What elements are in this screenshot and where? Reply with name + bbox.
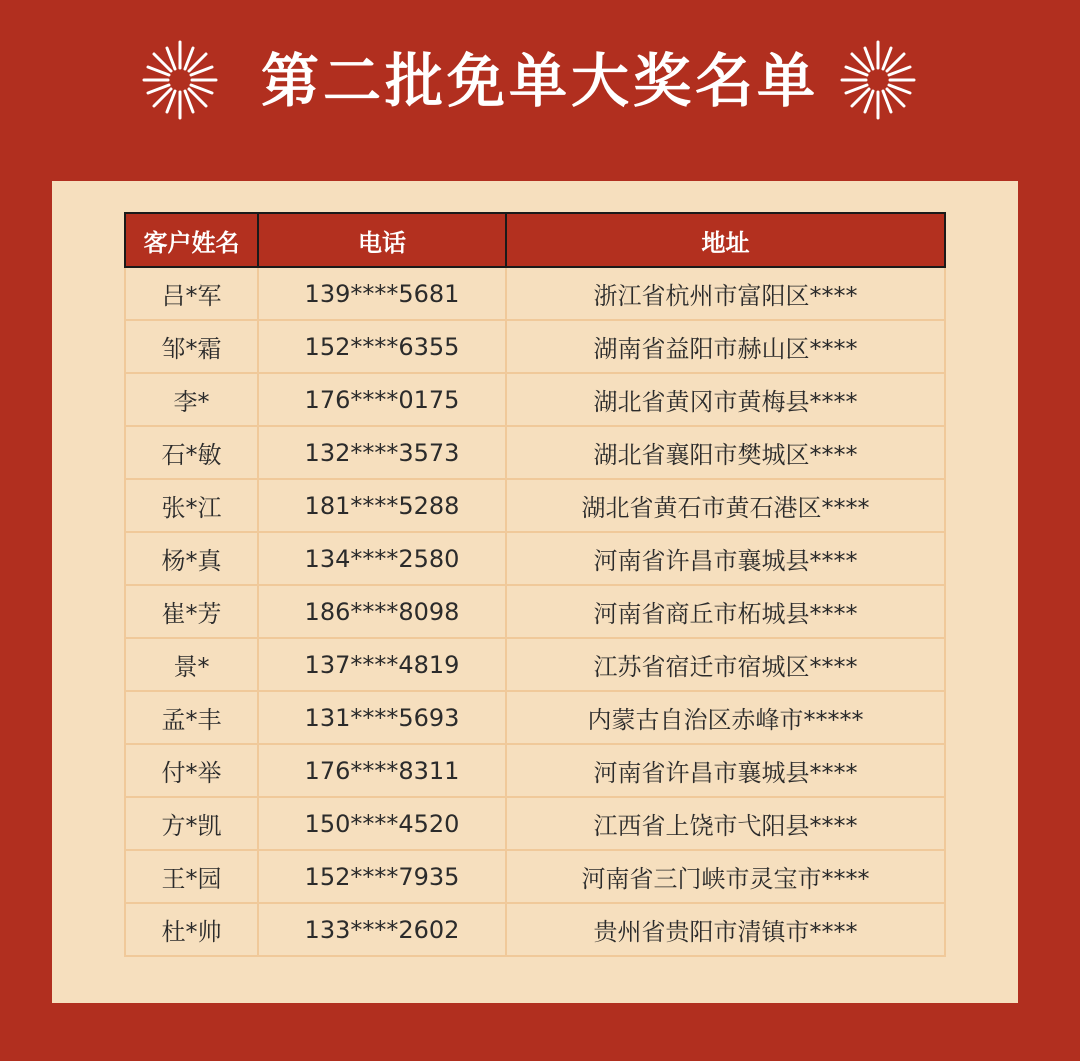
address: 贵州省贵阳市清镇市**** bbox=[506, 903, 945, 956]
column-header-address: 地址 bbox=[506, 213, 945, 267]
table-row bbox=[125, 426, 945, 479]
phone-number: 133****2602 bbox=[258, 903, 506, 956]
phone-number: 152****6355 bbox=[258, 320, 506, 373]
customer-name: 邹*霜 bbox=[125, 320, 258, 373]
table-row bbox=[125, 797, 945, 850]
address: 江苏省宿迁市宿城区**** bbox=[506, 638, 945, 691]
phone-number: 150****4520 bbox=[258, 797, 506, 850]
phone-number: 139****5681 bbox=[258, 267, 506, 320]
column-header-name: 客户姓名 bbox=[125, 213, 258, 267]
customer-name: 崔*芳 bbox=[125, 585, 258, 638]
customer-name: 杨*真 bbox=[125, 532, 258, 585]
customer-name: 方*凯 bbox=[125, 797, 258, 850]
table-row bbox=[125, 532, 945, 585]
table-row bbox=[125, 479, 945, 532]
phone-number: 181****5288 bbox=[258, 479, 506, 532]
table-row bbox=[125, 373, 945, 426]
firework-icon bbox=[838, 38, 918, 122]
customer-name: 孟*丰 bbox=[125, 691, 258, 744]
phone-number: 176****0175 bbox=[258, 373, 506, 426]
address: 河南省商丘市柘城县**** bbox=[506, 585, 945, 638]
customer-name: 杜*帅 bbox=[125, 903, 258, 956]
customer-name: 付*举 bbox=[125, 744, 258, 797]
table-row bbox=[125, 320, 945, 373]
table-header-row bbox=[125, 213, 945, 267]
table-row bbox=[125, 903, 945, 956]
customer-name: 王*园 bbox=[125, 850, 258, 903]
customer-name: 张*江 bbox=[125, 479, 258, 532]
address: 内蒙古自治区赤峰市***** bbox=[506, 691, 945, 744]
table-row bbox=[125, 850, 945, 903]
address: 浙江省杭州市富阳区**** bbox=[506, 267, 945, 320]
phone-number: 131****5693 bbox=[258, 691, 506, 744]
page-title: 第二批免单大奖名单 bbox=[260, 47, 819, 115]
phone-number: 186****8098 bbox=[258, 585, 506, 638]
phone-number: 132****3573 bbox=[258, 426, 506, 479]
table-row bbox=[125, 638, 945, 691]
customer-name: 吕*军 bbox=[125, 267, 258, 320]
phone-number: 176****8311 bbox=[258, 744, 506, 797]
customer-name: 景* bbox=[125, 638, 258, 691]
customer-name: 石*敏 bbox=[125, 426, 258, 479]
column-header-phone: 电话 bbox=[258, 213, 506, 267]
table-row bbox=[125, 744, 945, 797]
phone-number: 152****7935 bbox=[258, 850, 506, 903]
address: 江西省上饶市弋阳县**** bbox=[506, 797, 945, 850]
table-row bbox=[125, 691, 945, 744]
table-row bbox=[125, 585, 945, 638]
address: 河南省许昌市襄城县**** bbox=[506, 532, 945, 585]
customer-name: 李* bbox=[125, 373, 258, 426]
address: 河南省许昌市襄城县**** bbox=[506, 744, 945, 797]
address: 湖北省黄石市黄石港区**** bbox=[506, 479, 945, 532]
winners-table bbox=[124, 212, 946, 957]
address: 湖南省益阳市赫山区**** bbox=[506, 320, 945, 373]
address: 湖北省黄冈市黄梅县**** bbox=[506, 373, 945, 426]
phone-number: 134****2580 bbox=[258, 532, 506, 585]
header bbox=[0, 0, 1080, 170]
address: 湖北省襄阳市樊城区**** bbox=[506, 426, 945, 479]
phone-number: 137****4819 bbox=[258, 638, 506, 691]
table-row bbox=[125, 267, 945, 320]
address: 河南省三门峡市灵宝市**** bbox=[506, 850, 945, 903]
